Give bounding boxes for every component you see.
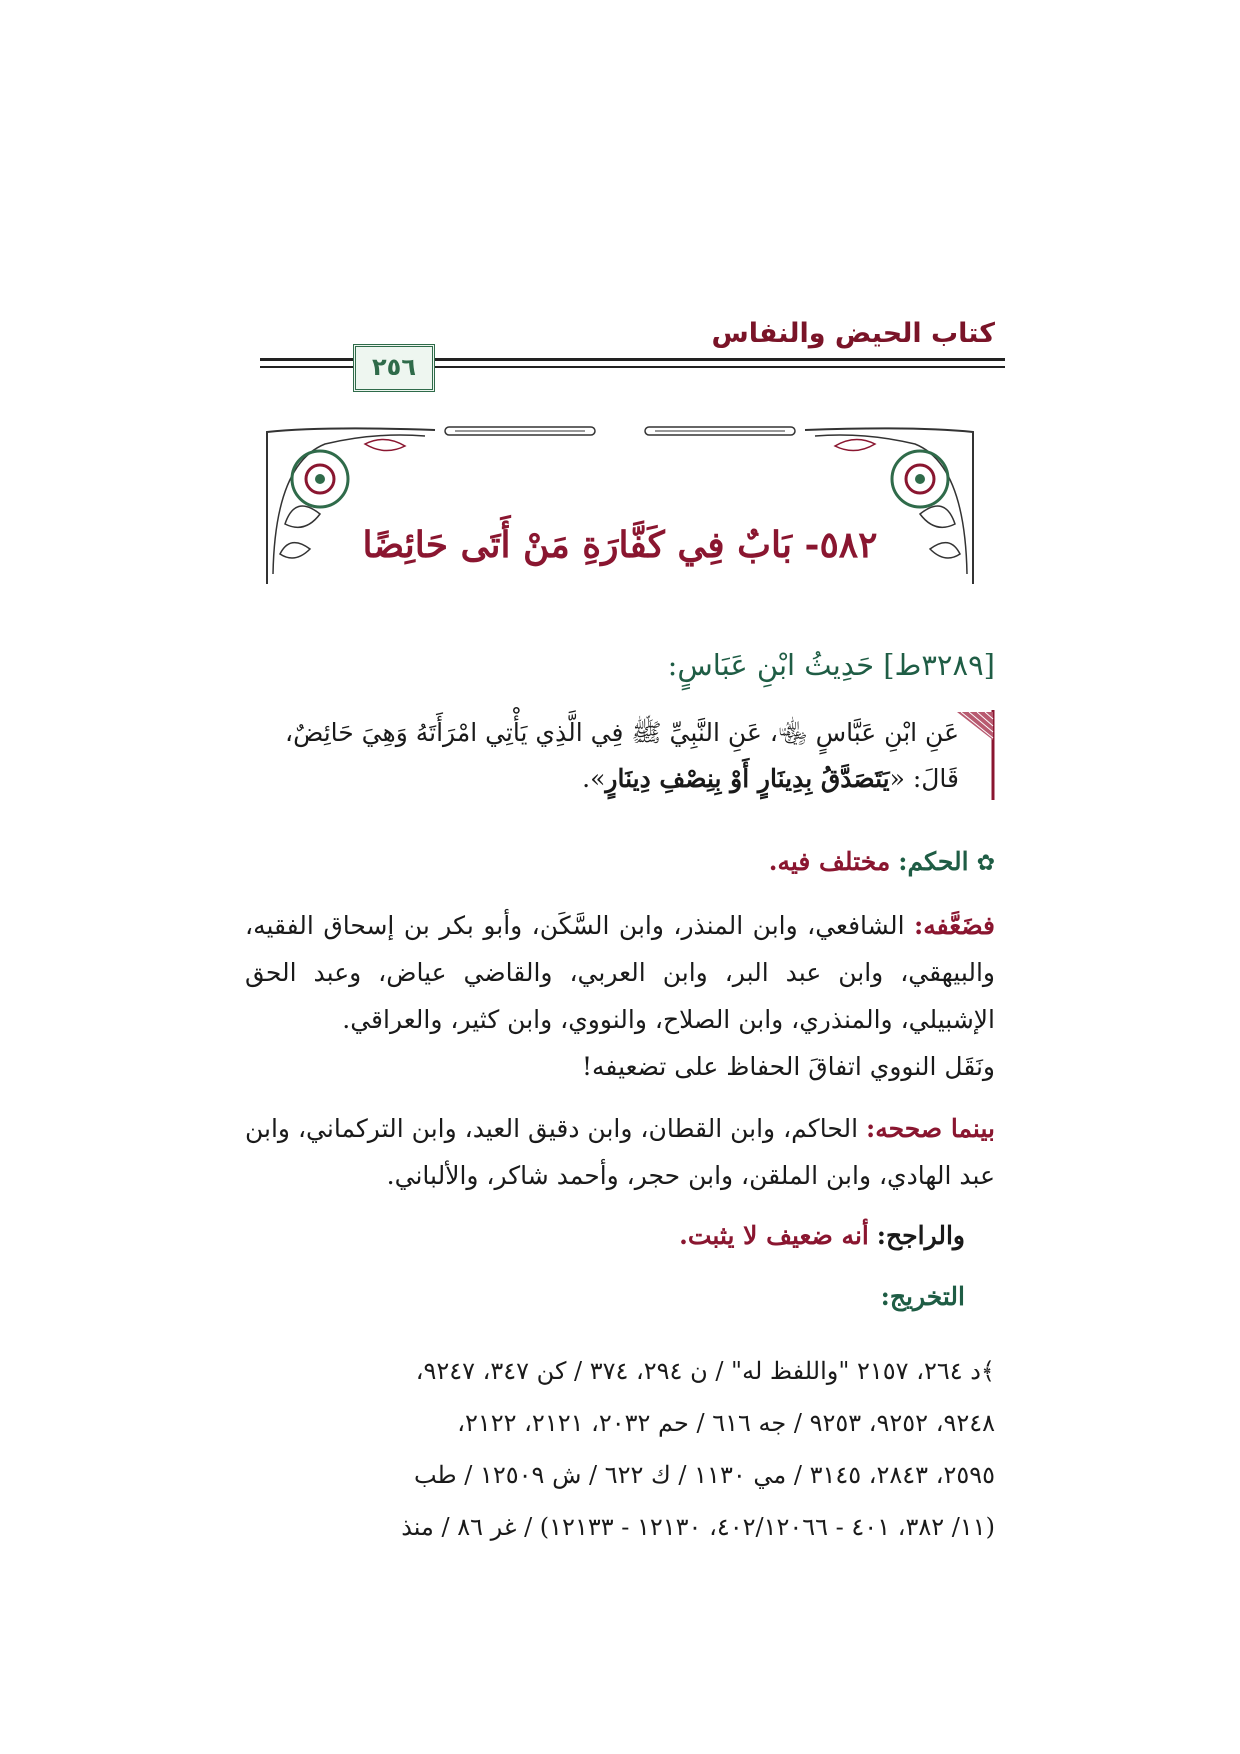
hadith-line-1: عَنِ ابْنِ عَبَّاسٍ ﵄، عَنِ النَّبِيِّ ﷺ فِي الَّذِي يَأْتِي امْرَأَتَهُ وَهِيَ حَائِضٌ، (285, 718, 959, 747)
weakened-paragraph (245, 902, 995, 1090)
chapter-title: ٥٨٢- بَابٌ فِي كَفَّارَةِ مَنْ أَتَى حَائِضًا (362, 524, 878, 566)
weakened-label: فضَعَّفه: (914, 911, 995, 940)
preponderant-line (245, 1212, 965, 1259)
ruling-line (245, 838, 995, 887)
takhrij-line-2: ٩٢٤٨، ٩٢٥٢، ٩٢٥٣ / جه ٦١٦ / حم ٢٠٣٢، ٢١٢١، ٢١٢٢، (457, 1409, 995, 1437)
takhrij-line-3: ٢٥٩٥، ٢٨٤٣، ٣١٤٥ / مي ١١٣٠ / ك ٦٢٢ / ش ١٢٥٠٩ / طب (413, 1461, 995, 1489)
ruling-icon: ✿ (976, 851, 995, 876)
hadith-text (245, 710, 959, 802)
takhrij-line-1: ﴾د ٢٦٤، ٢١٥٧ "واللفظ له" / ن ٢٩٤، ٣٧٤ / كن ٣٤٧، ٩٢٤٧، (415, 1357, 995, 1385)
chapter-ornament-frame (265, 424, 975, 589)
hadith-corner-ornament (955, 710, 995, 800)
preponderant-label: والراجح: (876, 1221, 965, 1250)
authenticated-label: بينما صححه: (866, 1114, 995, 1143)
ruling-label: الحكم: (898, 847, 969, 876)
takhrij-line-4: (١١/ ٣٨٢، ٤٠١ - ٤٠٢/١٢٠٦٦، ١٢١٣٠ - ١٢١٣٣) / غر ٨٦ / منذ (401, 1513, 995, 1541)
authenticated-paragraph (245, 1105, 995, 1199)
hadith-box (245, 710, 995, 820)
hadith-line-2-suffix: ». (582, 764, 606, 793)
hadith-line-2 (245, 756, 959, 802)
book-title: كتاب الحيض والنفاس (711, 318, 995, 349)
authenticated-text: الحاكم، وابن القطان، وابن دقيق العيد، وابن التركماني، وابن عبد الهادي، وابن الملقن، وابن حجر، وأحمد شاكر، والألباني. (245, 1114, 995, 1190)
hadith-line-2-prefix: قَالَ: « (889, 764, 959, 793)
hadith-heading: [٣٢٨٩ط] حَدِيثُ ابْنِ عَبَاسٍ: (667, 648, 995, 682)
takhrij-references (245, 1345, 995, 1553)
takhrij-label-line (245, 1273, 965, 1320)
page-number: ٢٥٦ (372, 353, 416, 381)
ruling-value: مختلف فيه. (768, 847, 891, 876)
weakened-note: ونَقَل النووي اتفاقَ الحفاظ على تضعيفه! (581, 1052, 995, 1081)
hadith-prophetic-words: يَتَصَدَّقُ بِدِينَارٍ أَوْ بِنِصْفِ دِينَارٍ (605, 764, 890, 793)
takhrij-label: التخريج: (880, 1282, 965, 1311)
preponderant-value: أنه ضعيف لا يثبت. (679, 1221, 869, 1250)
page-number-box (353, 344, 435, 392)
weakened-text: الشافعي، وابن المنذر، وابن السَّكَن، وأبو بكر بن إسحاق الفقيه، والبيهقي، وابن عبد البر، وابن العربي، والقاضي عياض، وعبد الحق الإشبيلي، والمنذري، وابن الصلاح، والنووي، وابن كثير، والعراقي. (245, 911, 995, 1034)
